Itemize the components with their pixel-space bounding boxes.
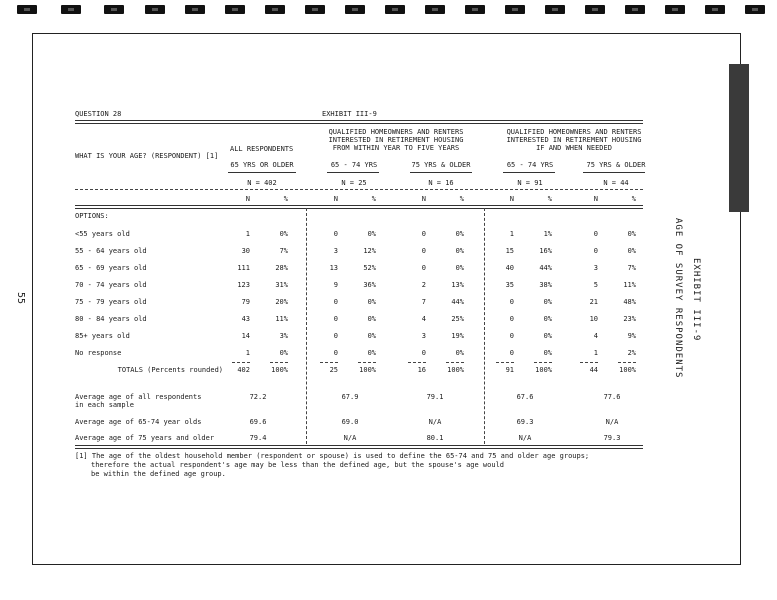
table-cell: 0% (543, 315, 552, 323)
table-cell: 10 (589, 315, 598, 323)
table-cell: 28% (275, 264, 288, 272)
table-cell: 0 (333, 349, 338, 357)
average-value: 69.0 (341, 418, 359, 426)
sprocket-hole (345, 5, 365, 14)
table-cell: 3 (593, 264, 598, 272)
table-cell: 3 (333, 247, 338, 255)
table-cell: 9% (627, 332, 636, 340)
table-cell: 3 (421, 332, 426, 340)
table-cell: 7 (421, 298, 426, 306)
sprocket-hole (104, 5, 124, 14)
table-cell: 1% (543, 230, 552, 238)
table-cell: 31% (275, 281, 288, 289)
sample-size: N = 16 (428, 179, 454, 187)
header-underline (503, 172, 555, 173)
average-value: 69.6 (249, 418, 267, 426)
totals-underline (320, 362, 338, 363)
sample-size: N = 25 (341, 179, 367, 187)
row-label: 80 - 84 years old (75, 315, 147, 323)
average-value: 67.9 (341, 393, 359, 401)
table-cell: 16% (539, 247, 552, 255)
totals-underline (534, 362, 552, 363)
footnote-line: be within the defined age group. (91, 470, 226, 478)
sprocket-hole (585, 5, 605, 14)
sprocket-hole (17, 5, 37, 14)
average-label: Average age of 75 years and older (75, 434, 215, 442)
sprocket-hole (145, 5, 165, 14)
sprocket-hole (225, 5, 245, 14)
totals-underline (232, 362, 250, 363)
group-header-within-line2: INTERESTED IN RETIREMENT HOUSING (328, 136, 464, 144)
average-value: N/A (518, 434, 532, 442)
table-cell: 48% (623, 298, 636, 306)
table-cell: 12% (363, 247, 376, 255)
totals-label: TOTALS (Percents rounded) (117, 366, 223, 374)
page-number: 55 (15, 292, 26, 305)
table-cell: 15 (505, 247, 514, 255)
table-cell: 0 (421, 230, 426, 238)
totals-cell: 100% (535, 366, 552, 374)
table-cell: 20% (275, 298, 288, 306)
column-header: 65 - 74 YRS (330, 161, 378, 169)
side-exhibit-subtitle: AGE OF SURVEY RESPONDENTS (673, 218, 683, 379)
totals-cell: 44 (589, 366, 598, 374)
header-underline (228, 172, 296, 173)
sample-size: N = 44 (603, 179, 629, 187)
table-cell: 21 (589, 298, 598, 306)
table-cell: 44% (451, 298, 464, 306)
table-cell: 0% (455, 230, 464, 238)
table-cell: 0% (455, 247, 464, 255)
subheader-double-rule (75, 205, 643, 209)
column-separator (306, 208, 307, 444)
exhibit-number: EXHIBIT III-9 (322, 110, 377, 118)
bottom-double-rule (75, 445, 643, 449)
table-cell: 0% (455, 349, 464, 357)
group-header-within-line1: QUALIFIED HOMEOWNERS AND RENTERS (328, 128, 464, 136)
table-cell: 7% (627, 264, 636, 272)
table-cell: 0% (543, 298, 552, 306)
sprocket-hole (745, 5, 765, 14)
table-cell: 0% (279, 349, 288, 357)
average-value: 67.6 (516, 393, 534, 401)
row-label: 70 - 74 years old (75, 281, 147, 289)
table-cell: 25% (451, 315, 464, 323)
group-header-needed-line3: IF AND WHEN NEEDED (536, 144, 612, 152)
table-cell: 30 (241, 247, 250, 255)
table-cell: 0% (367, 315, 376, 323)
table-cell: 0% (367, 230, 376, 238)
totals-underline (618, 362, 636, 363)
row-label: No response (75, 349, 122, 357)
table-cell: 40 (505, 264, 514, 272)
table-cell: 2 (421, 281, 426, 289)
table-cell: 0% (279, 230, 288, 238)
table-cell: 79 (241, 298, 250, 306)
group-header-all: ALL RESPONDENTS (230, 145, 294, 153)
sprocket-hole (185, 5, 205, 14)
table-cell: 0 (333, 230, 338, 238)
side-index-tab (729, 64, 749, 212)
table-cell: 0 (421, 264, 426, 272)
average-value: 79.4 (249, 434, 267, 442)
row-label: 85+ years old (75, 332, 130, 340)
pct-subheader: % (459, 195, 464, 203)
table-cell: 1 (593, 349, 598, 357)
table-cell: 0 (509, 298, 514, 306)
table-cell: 19% (451, 332, 464, 340)
header-underline (583, 172, 645, 173)
average-value: 80.1 (426, 434, 444, 442)
table-cell: 52% (363, 264, 376, 272)
column-header: 65 YRS OR OLDER (230, 161, 294, 169)
sprocket-hole (61, 5, 81, 14)
table-cell: 44% (539, 264, 552, 272)
table-cell: 0% (367, 332, 376, 340)
table-cell: 0 (509, 332, 514, 340)
pct-subheader: % (371, 195, 376, 203)
table-cell: 5 (593, 281, 598, 289)
table-cell: 14 (241, 332, 250, 340)
table-cell: 0% (627, 247, 636, 255)
table-cell: 7% (279, 247, 288, 255)
table-cell: 0% (627, 230, 636, 238)
group-header-within-line3: FROM WITHIN YEAR TO FIVE YEARS (332, 144, 460, 152)
n-subheader: N (593, 195, 598, 203)
sprocket-hole (305, 5, 325, 14)
options-label: OPTIONS: (75, 212, 109, 220)
question-number: QUESTION 28 (75, 110, 122, 118)
totals-cell: 100% (447, 366, 464, 374)
table-cell: 4 (593, 332, 598, 340)
footnote-line: therefore the actual respondent's age may be less than the defined age, but the spouse's age would (91, 461, 505, 469)
pct-subheader: % (631, 195, 636, 203)
n-subheader: N (333, 195, 338, 203)
average-value: 79.3 (603, 434, 621, 442)
column-separator (484, 208, 485, 444)
table-cell: 0 (333, 332, 338, 340)
table-cell: 0 (333, 315, 338, 323)
average-value: 77.6 (603, 393, 621, 401)
average-value: N/A (428, 418, 442, 426)
group-header-needed-line2: INTERESTED IN RETIREMENT HOUSING (506, 136, 642, 144)
table-cell: 11% (623, 281, 636, 289)
average-label-continued: in each sample (75, 401, 135, 409)
totals-underline (446, 362, 464, 363)
sprocket-hole (705, 5, 725, 14)
table-cell: 0 (333, 298, 338, 306)
row-label: 65 - 69 years old (75, 264, 147, 272)
totals-underline (358, 362, 376, 363)
average-value: 72.2 (249, 393, 267, 401)
table-cell: 0 (421, 247, 426, 255)
totals-underline (580, 362, 598, 363)
sprocket-hole (425, 5, 445, 14)
totals-cell: 100% (271, 366, 288, 374)
n-subheader: N (421, 195, 426, 203)
average-label: Average age of 65-74 year olds (75, 418, 202, 426)
side-exhibit-title: EXHIBIT III-9 (691, 258, 701, 342)
table-cell: 0 (509, 315, 514, 323)
row-label-header: WHAT IS YOUR AGE? (RESPONDENT) [1] (75, 152, 219, 160)
table-cell: 23% (623, 315, 636, 323)
table-cell: 0 (593, 230, 598, 238)
table-cell: 9 (333, 281, 338, 289)
table-cell: 36% (363, 281, 376, 289)
totals-cell: 25 (329, 366, 338, 374)
group-header-needed-line1: QUALIFIED HOMEOWNERS AND RENTERS (506, 128, 642, 136)
row-label: 75 - 79 years old (75, 298, 147, 306)
table-cell: 0% (543, 332, 552, 340)
average-value: N/A (343, 434, 357, 442)
sprocket-hole (505, 5, 525, 14)
table-cell: 13 (329, 264, 338, 272)
table-cell: 3% (279, 332, 288, 340)
average-value: 79.1 (426, 393, 444, 401)
top-double-rule (75, 120, 643, 124)
table-cell: 0% (543, 349, 552, 357)
pct-subheader: % (283, 195, 288, 203)
sprocket-hole (545, 5, 565, 14)
table-cell: 0 (593, 247, 598, 255)
table-cell: 11% (275, 315, 288, 323)
n-subheader: N (245, 195, 250, 203)
totals-underline (408, 362, 426, 363)
header-underline (327, 172, 379, 173)
table-cell: 0% (367, 298, 376, 306)
average-value: N/A (605, 418, 619, 426)
pct-subheader: % (547, 195, 552, 203)
totals-underline (270, 362, 288, 363)
table-cell: 111 (237, 264, 250, 272)
table-cell: 1 (509, 230, 514, 238)
table-cell: 0% (367, 349, 376, 357)
table-cell: 38% (539, 281, 552, 289)
sprocket-hole (465, 5, 485, 14)
average-value: 69.3 (516, 418, 534, 426)
table-cell: 35 (505, 281, 514, 289)
column-header: 65 - 74 YRS (506, 161, 554, 169)
totals-cell: 100% (359, 366, 376, 374)
table-cell: 13% (451, 281, 464, 289)
table-cell: 0% (455, 264, 464, 272)
table-cell: 43 (241, 315, 250, 323)
average-label: Average age of all respondents (75, 393, 202, 401)
totals-cell: 16 (417, 366, 426, 374)
n-subheader: N (509, 195, 514, 203)
header-dashed-rule (75, 189, 643, 190)
totals-cell: 100% (619, 366, 636, 374)
sample-size: N = 402 (247, 179, 277, 187)
totals-cell: 91 (505, 366, 514, 374)
row-label: <55 years old (75, 230, 130, 238)
header-underline (410, 172, 472, 173)
column-header: 75 YRS & OLDER (411, 161, 471, 169)
totals-cell: 402 (237, 366, 250, 374)
row-label: 55 - 64 years old (75, 247, 147, 255)
table-cell: 2% (627, 349, 636, 357)
table-cell: 4 (421, 315, 426, 323)
column-header: 75 YRS & OLDER (586, 161, 646, 169)
sample-size: N = 91 (517, 179, 543, 187)
footnote-line: [1] The age of the oldest household member (respondent or spouse) is used to define the 65-74 and 75 and older age groups; (75, 452, 590, 460)
sprocket-hole (385, 5, 405, 14)
sprocket-hole (625, 5, 645, 14)
table-cell: 1 (245, 230, 250, 238)
table-cell: 123 (237, 281, 250, 289)
sprocket-hole (265, 5, 285, 14)
table-cell: 0 (421, 349, 426, 357)
sprocket-hole (665, 5, 685, 14)
table-cell: 0 (509, 349, 514, 357)
table-cell: 1 (245, 349, 250, 357)
totals-underline (496, 362, 514, 363)
